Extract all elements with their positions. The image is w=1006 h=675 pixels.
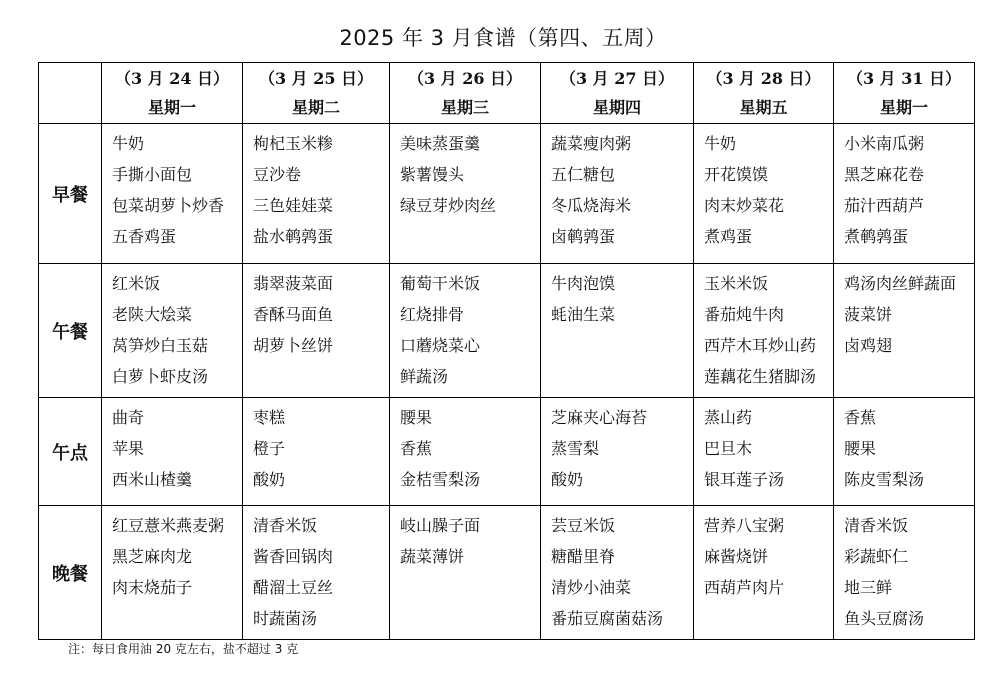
menu-cell [694, 506, 834, 640]
day-weekday: 星期四 [592, 98, 641, 117]
dish-item: 翡翠菠菜面 [253, 274, 334, 293]
footnote: 注：每日食用油 20 克左右，盐不超过 3 克 [68, 642, 299, 656]
dish-item: 番茄豆腐菌菇汤 [551, 609, 664, 628]
meal-label: 午餐 [39, 264, 102, 398]
dish-item: 金桔雪梨汤 [400, 470, 481, 489]
dish-item: 葡萄干米饭 [400, 274, 481, 293]
dish-item: 麻酱烧饼 [704, 547, 769, 566]
meal-row [39, 124, 975, 264]
dish-item: 玉米米饭 [704, 274, 769, 293]
day-weekday: 星期三 [440, 98, 489, 117]
dish-item: 五香鸡蛋 [112, 227, 177, 246]
dish-item: 营养八宝粥 [704, 516, 785, 535]
dish-item: 酸奶 [551, 470, 584, 489]
dish-item: 枸杞玉米糁 [253, 134, 334, 153]
day-date: （3 月 31 日） [846, 69, 962, 88]
day-date: （3 月 26 日） [407, 69, 523, 88]
dish-item: 曲奇 [112, 408, 145, 427]
menu-cell [834, 398, 975, 506]
dish-item: 陈皮雪梨汤 [844, 470, 925, 489]
day-weekday: 星期一 [879, 98, 928, 117]
dish-item: 老陕大烩菜 [112, 305, 193, 324]
meal-label: 晚餐 [39, 506, 102, 640]
dish-item: 番茄炖牛肉 [704, 305, 785, 324]
dish-item: 清香米饭 [844, 516, 909, 535]
menu-cell [541, 124, 694, 264]
dish-item: 开花馍馍 [704, 165, 769, 184]
dish-item: 小米南瓜粥 [844, 134, 925, 153]
menu-cell [243, 124, 390, 264]
menu-cell [102, 264, 243, 398]
dish-item: 香蕉 [400, 439, 433, 458]
dish-item: 芸豆米饭 [551, 516, 616, 535]
dish-item: 莴笋炒白玉菇 [112, 336, 209, 355]
dish-item: 牛奶 [112, 134, 145, 153]
dish-item: 枣糕 [253, 408, 286, 427]
dish-item: 紫薯馒头 [400, 165, 465, 184]
dish-item: 鲜蔬汤 [400, 367, 449, 386]
dish-item: 巴旦木 [704, 439, 753, 458]
dish-item: 肉末炒菜花 [704, 196, 785, 215]
header-row [39, 63, 975, 124]
menu-cell [102, 124, 243, 264]
menu-cell [390, 264, 541, 398]
day-header [390, 63, 541, 124]
dish-item: 鱼头豆腐汤 [844, 609, 925, 628]
dish-item: 黑芝麻肉龙 [112, 547, 193, 566]
dish-item: 菠菜饼 [844, 305, 893, 324]
dish-item: 苹果 [112, 439, 145, 458]
dish-item: 茄汁西葫芦 [844, 196, 925, 215]
menu-cell [834, 124, 975, 264]
dish-item: 西芹木耳炒山药 [704, 336, 817, 355]
dish-item: 酱香回锅肉 [253, 547, 334, 566]
dish-item: 三色娃娃菜 [253, 196, 334, 215]
day-header [541, 63, 694, 124]
dish-item: 清香米饭 [253, 516, 318, 535]
dish-item: 地三鲜 [844, 578, 893, 597]
dish-item: 口蘑烧菜心 [400, 336, 481, 355]
menu-cell [243, 506, 390, 640]
day-header [243, 63, 390, 124]
day-date: （3 月 28 日） [706, 69, 821, 88]
dish-item: 清炒小油菜 [551, 578, 632, 597]
menu-cell [390, 506, 541, 640]
dish-item: 蔬菜薄饼 [400, 547, 465, 566]
dish-item: 牛肉泡馍 [551, 274, 616, 293]
dish-item: 蔬菜瘦肉粥 [551, 134, 632, 153]
meal-label: 午点 [39, 398, 102, 506]
dish-item: 白萝卜虾皮汤 [112, 367, 209, 386]
day-weekday: 星期一 [147, 98, 196, 117]
dish-item: 蒸山药 [704, 408, 753, 427]
dish-item: 红豆薏米燕麦粥 [112, 516, 225, 535]
dish-item: 蚝油生菜 [551, 305, 616, 324]
dish-item: 绿豆芽炒肉丝 [400, 196, 497, 215]
dish-item: 时蔬菌汤 [253, 609, 318, 628]
menu-cell [541, 264, 694, 398]
menu-cell [102, 506, 243, 640]
menu-cell [834, 506, 975, 640]
day-weekday: 星期五 [739, 98, 788, 117]
dish-item: 西葫芦肉片 [704, 578, 785, 597]
dish-item: 冬瓜烧海米 [551, 196, 632, 215]
day-date: （3 月 24 日） [114, 69, 230, 88]
dish-item: 酸奶 [253, 470, 286, 489]
dish-item: 手撕小面包 [112, 165, 193, 184]
menu-cell [390, 124, 541, 264]
day-header [102, 63, 243, 124]
meal-label: 早餐 [39, 124, 102, 264]
dish-item: 胡萝卜丝饼 [253, 336, 334, 355]
dish-item: 橙子 [253, 439, 286, 458]
menu-cell [694, 124, 834, 264]
menu-cell [541, 398, 694, 506]
dish-item: 煮鹌鹑蛋 [844, 227, 909, 246]
dish-item: 糖醋里脊 [551, 547, 616, 566]
dish-item: 香蕉 [844, 408, 877, 427]
menu-table [38, 62, 975, 640]
dish-item: 鸡汤肉丝鲜蔬面 [844, 274, 957, 293]
dish-item: 红烧排骨 [400, 305, 465, 324]
day-date: （3 月 27 日） [559, 69, 675, 88]
dish-item: 红米饭 [112, 274, 161, 293]
menu-cell [243, 264, 390, 398]
dish-item: 美味蒸蛋羹 [400, 134, 481, 153]
dish-item: 盐水鹌鹑蛋 [253, 227, 334, 246]
dish-item: 肉末烧茄子 [112, 578, 193, 597]
meal-row [39, 264, 975, 398]
dish-item: 莲藕花生猪脚汤 [704, 367, 817, 386]
dish-item: 煮鸡蛋 [704, 227, 753, 246]
dish-item: 五仁糖包 [551, 165, 616, 184]
dish-item: 牛奶 [704, 134, 737, 153]
dish-item: 包菜胡萝卜炒香 [112, 196, 225, 215]
day-date: （3 月 25 日） [258, 69, 374, 88]
dish-item: 蒸雪梨 [551, 439, 600, 458]
page-title: 2025 年 3 月食谱（第四、五周） [339, 26, 667, 50]
dish-item: 腰果 [844, 439, 877, 458]
menu-cell [390, 398, 541, 506]
day-header [834, 63, 975, 124]
dish-item: 醋溜土豆丝 [253, 578, 334, 597]
meal-row [39, 398, 975, 506]
dish-item: 彩蔬虾仁 [844, 547, 909, 566]
menu-cell [243, 398, 390, 506]
menu-cell [694, 264, 834, 398]
dish-item: 西米山楂羹 [112, 470, 193, 489]
day-weekday: 星期二 [291, 98, 340, 117]
dish-item: 卤鸡翅 [844, 336, 893, 355]
dish-item: 芝麻夹心海苔 [551, 408, 648, 427]
dish-item: 黑芝麻花卷 [844, 165, 925, 184]
menu-cell [834, 264, 975, 398]
menu-cell [541, 506, 694, 640]
menu-cell [102, 398, 243, 506]
dish-item: 岐山臊子面 [400, 516, 481, 535]
meal-row [39, 506, 975, 640]
menu-cell [694, 398, 834, 506]
dish-item: 银耳莲子汤 [704, 470, 785, 489]
dish-item: 卤鹌鹑蛋 [551, 227, 616, 246]
dish-item: 腰果 [400, 408, 433, 427]
dish-item: 香酥马面鱼 [253, 305, 334, 324]
day-header [694, 63, 834, 124]
dish-item: 豆沙卷 [253, 165, 302, 184]
corner-cell [39, 63, 102, 124]
